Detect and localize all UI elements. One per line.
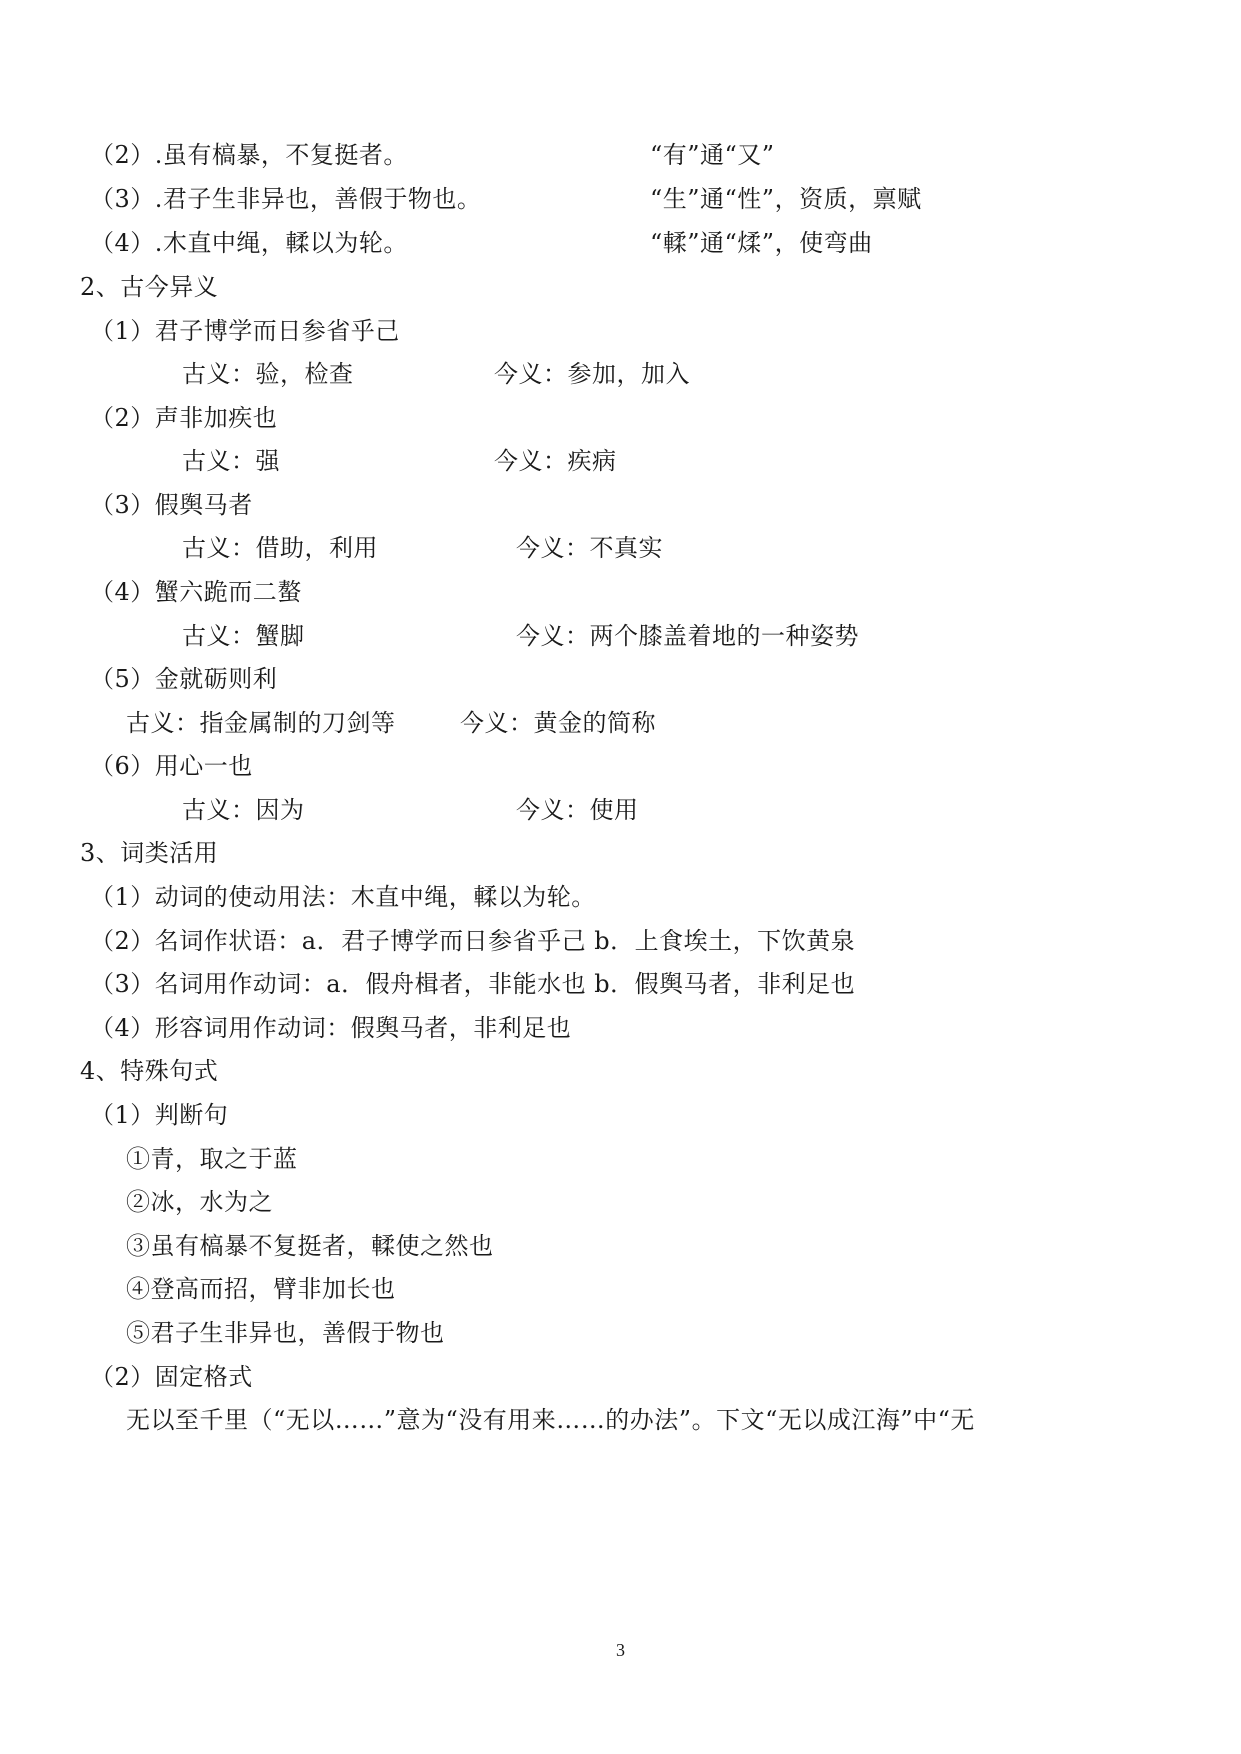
tongjia-sentence: （3）.君子生非异也，善假于物也。 [90,185,482,213]
gujin-jin: 今义：使用 [516,796,639,824]
tongjia-note: “有”通“又” [650,141,775,169]
usage-item: （3）名词用作动词：a．假舟楫者，非能水也 b．假舆马者，非利足也 [90,970,856,998]
gujin-gu: 古义：借助，利用 [182,534,378,562]
gujin-gu: 古义：指金属制的刀剑等 [126,709,396,737]
gujin-jin: 今义：不真实 [516,534,663,562]
fixed-format-line: 无以至千里（“无以……”意为“没有用来……的办法”。下文“无以成江海”中“无 [126,1406,975,1434]
gujin-gu: 古义：验，检查 [182,360,354,388]
gujin-jin: 今义：两个膝盖着地的一种姿势 [516,622,859,650]
judgment-item: ①青，取之于蓝 [126,1145,298,1173]
judgment-item: ②冰，水为之 [126,1188,273,1216]
section-heading: 3、词类活用 [80,839,219,867]
section-heading: 4、特殊句式 [80,1057,219,1085]
gujin-title: （4）蟹六跪而二螯 [90,578,302,606]
section-heading: 2、古今异义 [80,273,219,301]
tongjia-note: “生”通“性”，资质，禀赋 [650,185,922,213]
subheading: （1）判断句 [90,1101,229,1129]
gujin-title: （2）声非加疾也 [90,404,278,432]
tongjia-sentence: （2）.虽有槁暴，不复挺者。 [90,141,408,169]
tongjia-sentence: （4）.木直中绳，輮以为轮。 [90,229,408,257]
usage-item: （2）名词作状语：a．君子博学而日参省乎己 b．上食埃土，下饮黄泉 [90,927,856,955]
judgment-item: ③虽有槁暴不复挺者，輮使之然也 [126,1232,494,1260]
page-number: 3 [616,1640,625,1660]
gujin-jin: 今义：疾病 [494,447,617,475]
gujin-jin: 今义：黄金的简称 [460,709,656,737]
gujin-gu: 古义：强 [182,447,280,475]
gujin-title: （1）君子博学而日参省乎己 [90,317,400,345]
gujin-gu: 古义：蟹脚 [182,622,305,650]
usage-item: （4）形容词用作动词：假舆马者，非利足也 [90,1014,572,1042]
tongjia-note: “輮”通“煣”，使弯曲 [650,229,873,257]
judgment-item: ④登高而招，臂非加长也 [126,1275,396,1303]
judgment-item: ⑤君子生非异也，善假于物也 [126,1319,445,1347]
gujin-title: （3）假舆马者 [90,491,253,519]
gujin-title: （6）用心一也 [90,752,253,780]
gujin-title: （5）金就砺则利 [90,665,278,693]
usage-item: （1）动词的使动用法：木直中绳，輮以为轮。 [90,883,596,911]
subheading: （2）固定格式 [90,1363,253,1391]
gujin-jin: 今义：参加，加入 [494,360,690,388]
gujin-gu: 古义：因为 [182,796,305,824]
